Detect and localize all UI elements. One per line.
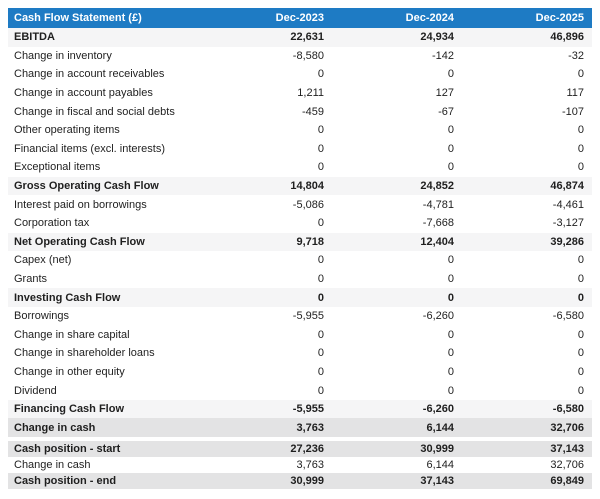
row-value: -7,668	[422, 217, 454, 230]
row-value: 0	[447, 347, 454, 360]
row-label: Grants	[14, 273, 48, 286]
row-label: Capex (net)	[14, 254, 72, 267]
row-value: -67	[438, 105, 454, 118]
row-value: 37,143	[550, 443, 584, 456]
row-value: 0	[317, 68, 324, 81]
row-value: 0	[447, 328, 454, 341]
table-row	[8, 307, 592, 326]
table-row	[8, 441, 592, 457]
row-value: 0	[447, 254, 454, 267]
row-value: 0	[317, 384, 324, 397]
table-row	[8, 400, 592, 419]
row-value: -4,461	[552, 198, 584, 211]
row-value: 12,404	[420, 235, 454, 248]
row-value: 0	[447, 273, 454, 286]
row-label: Financing Cash Flow	[14, 403, 125, 416]
row-value: 0	[577, 365, 584, 378]
table-row	[8, 28, 592, 47]
row-value: 0	[447, 161, 454, 174]
row-value: -6,580	[552, 403, 584, 416]
table-row	[8, 65, 592, 84]
row-label: Change in cash	[14, 421, 96, 434]
row-value: 0	[577, 161, 584, 174]
row-value: 24,934	[420, 31, 454, 44]
row-value: 1,211	[297, 87, 324, 100]
row-value: 30,999	[290, 475, 324, 488]
row-value: 0	[317, 124, 324, 137]
row-value: 46,896	[550, 31, 584, 44]
row-label: Corporation tax	[14, 217, 90, 230]
row-label: Financial items (excl. interests)	[14, 142, 165, 155]
row-label: Exceptional items	[14, 161, 101, 174]
row-label: Change in account payables	[14, 87, 153, 100]
row-value: 0	[577, 384, 584, 397]
row-value: 127	[435, 87, 454, 100]
cash-flow-rows-section	[8, 28, 592, 437]
row-value: -5,086	[292, 198, 324, 211]
row-label: EBITDA	[14, 31, 55, 44]
table-row	[8, 381, 592, 400]
cash-flow-statement-table	[8, 8, 592, 489]
table-row	[8, 177, 592, 196]
row-label: Change in share capital	[14, 328, 130, 341]
row-label: Investing Cash Flow	[14, 291, 121, 304]
row-value: -5,955	[292, 403, 324, 416]
row-value: 0	[577, 124, 584, 137]
table-row	[8, 326, 592, 345]
row-value: 6,144	[426, 421, 454, 434]
row-value: 0	[317, 217, 324, 230]
row-value: -6,260	[422, 403, 454, 416]
table-row	[8, 47, 592, 66]
row-value: -4,781	[422, 198, 454, 211]
row-value: 9,718	[296, 235, 324, 248]
table-row	[8, 140, 592, 159]
table-row	[8, 121, 592, 140]
cash-position-rows-section	[8, 441, 592, 489]
table-row	[8, 233, 592, 252]
row-value: 0	[447, 365, 454, 378]
row-value: 0	[447, 384, 454, 397]
row-value: 14,804	[290, 180, 324, 193]
table-row	[8, 418, 592, 437]
row-value: 0	[317, 328, 324, 341]
table-row	[8, 158, 592, 177]
row-value: 0	[317, 291, 324, 304]
row-value: 0	[317, 273, 324, 286]
row-value: -459	[301, 105, 324, 118]
row-value: 0	[577, 273, 584, 286]
row-label: Dividend	[14, 384, 57, 397]
column-header-dec-2023: Dec-2023	[275, 12, 324, 24]
row-value: 3,763	[296, 421, 324, 434]
row-label: Cash position - end	[14, 475, 117, 488]
row-value: -32	[568, 49, 584, 62]
row-value: -107	[561, 105, 584, 118]
row-value: -8,580	[292, 49, 324, 62]
row-value: 39,286	[550, 235, 584, 248]
row-value: 0	[317, 161, 324, 174]
row-value: 0	[577, 291, 584, 304]
row-value: 0	[447, 124, 454, 137]
row-label: Cash position - start	[14, 443, 121, 456]
row-label: Change in cash	[14, 459, 91, 472]
row-value: -3,127	[552, 217, 584, 230]
table-row	[8, 84, 592, 103]
row-value: 32,706	[550, 459, 584, 472]
row-value: -5,955	[292, 310, 324, 323]
row-label: Change in inventory	[14, 49, 112, 62]
table-row	[8, 214, 592, 233]
table-row	[8, 195, 592, 214]
row-label: Change in other equity	[14, 365, 125, 378]
row-label: Change in shareholder loans	[14, 347, 155, 360]
row-value: 27,236	[290, 443, 324, 456]
row-label: Other operating items	[14, 124, 120, 137]
row-value: 117	[566, 87, 584, 100]
row-value: 0	[577, 254, 584, 267]
table-row	[8, 344, 592, 363]
row-value: -142	[431, 49, 454, 62]
table-title: Cash Flow Statement (£)	[14, 12, 142, 24]
row-value: 69,849	[550, 475, 584, 488]
table-header-row	[8, 8, 592, 28]
row-value: 46,874	[550, 180, 584, 193]
row-label: Borrowings	[14, 310, 70, 323]
row-value: 0	[447, 142, 454, 155]
column-header-dec-2025: Dec-2025	[535, 12, 584, 24]
row-value: 37,143	[420, 475, 454, 488]
row-value: 0	[317, 365, 324, 378]
row-label: Gross Operating Cash Flow	[14, 180, 159, 193]
row-value: 0	[577, 328, 584, 341]
row-value: 0	[317, 142, 324, 155]
row-value: 0	[577, 68, 584, 81]
row-value: -6,580	[552, 310, 584, 323]
table-row	[8, 363, 592, 382]
table-row	[8, 102, 592, 121]
row-label: Change in fiscal and social debts	[14, 105, 175, 118]
table-row	[8, 473, 592, 489]
row-value: 0	[447, 291, 454, 304]
row-value: 0	[317, 254, 324, 267]
row-label: Change in account receivables	[14, 68, 165, 81]
row-value: 30,999	[420, 443, 454, 456]
row-value: 0	[317, 347, 324, 360]
row-value: 0	[447, 68, 454, 81]
row-label: Interest paid on borrowings	[14, 198, 147, 211]
row-value: 0	[577, 142, 584, 155]
table-row	[8, 251, 592, 270]
row-value: 32,706	[550, 421, 584, 434]
row-value: 24,852	[420, 180, 454, 193]
row-value: 6,144	[426, 459, 454, 472]
row-value: -6,260	[422, 310, 454, 323]
row-label: Net Operating Cash Flow	[14, 235, 145, 248]
column-header-dec-2024: Dec-2024	[405, 12, 454, 24]
table-row	[8, 270, 592, 289]
row-value: 22,631	[290, 31, 324, 44]
table-row	[8, 457, 592, 473]
row-value: 3,763	[296, 459, 324, 472]
row-value: 0	[577, 347, 584, 360]
table-row	[8, 288, 592, 307]
